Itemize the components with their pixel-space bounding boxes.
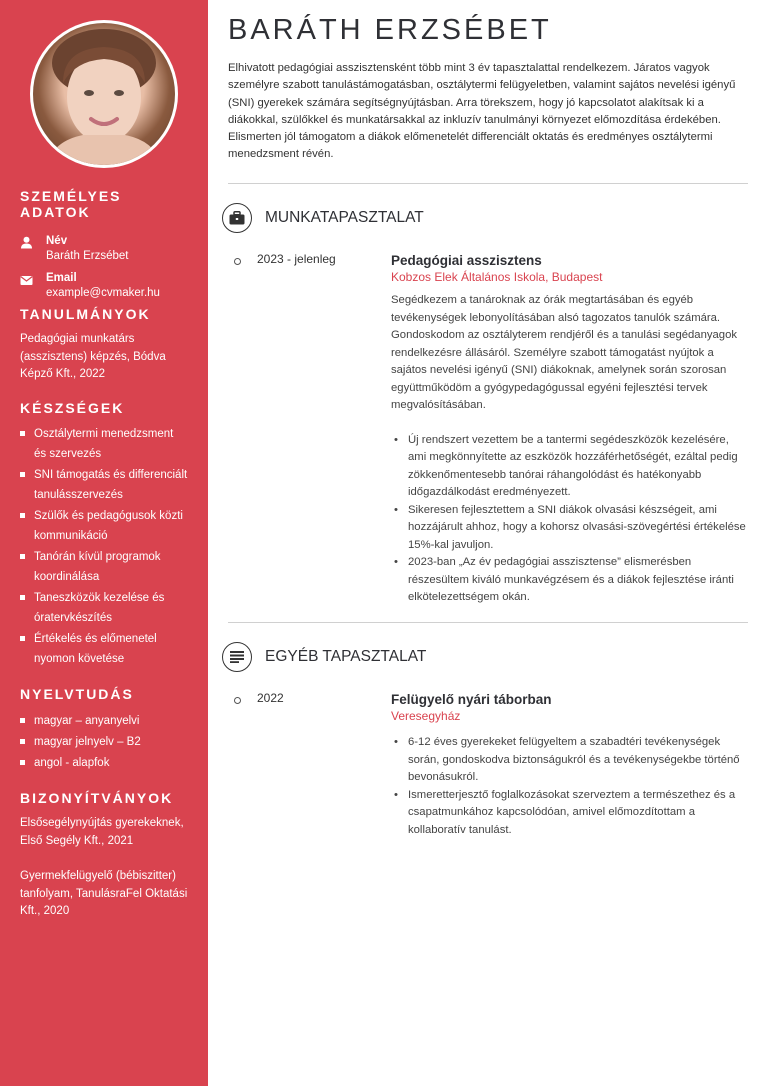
avatar <box>33 23 175 165</box>
profile-summary: Elhivatott pedagógiai asszisztensként több mint 3 év tapasztalattal rendelkezem. Járatos vagyok személyre szabott tanulástámogatásban, osztálytermi felügyeletben, valamint sajátos nevelési igényű (SNI) gyerekek számára segítségnyújtásban. Arra törekszem, hogy jó kapcsolatot alakítsak ki a diákokkal, szülőkkel és munkatársakkal az inkluzív tanulmányi környezet előmozdítása érdekében. Elismerten jól támogatom a diákok előmenetelét differenciált oktatás és eredményes osztálytermi menedzsment révén. <box>228 62 736 161</box>
work-achievements <box>391 432 748 607</box>
page-title: BARÁTH ERZSÉBET <box>228 14 552 46</box>
work-description: Segédkezem a tanároknak az órák megtartásában és egyéb tevékenységek lebonyolításában alsó tagozatos tanulók számára. Gondoskodom az osztályterem rendjéről és a tanulási segédanyagok rendelkezésre állásáról. Személyre szabott támogatást nyújtok a sajátos nevelési igényű (SNI) diákoknak, amelynek során szorosan együttműködöm a gyógypedagógussal egyéni fejlesztési tervek megvalósításában. <box>391 294 738 411</box>
work-organization: Kobzos Elek Általános Iskola, Budapest <box>391 270 603 284</box>
envelope-icon <box>20 271 46 301</box>
skill-item: Szülők és pedagógusok közti kommunikáció <box>20 506 188 546</box>
languages-section <box>20 686 188 774</box>
email-value[interactable]: example@cvmaker.hu <box>46 287 160 299</box>
work-date: 2023 - jelenleg <box>257 252 336 266</box>
skills-list <box>20 424 188 669</box>
other-organization: Veresegyház <box>391 709 461 723</box>
skill-item: Taneszközök kezelése és óratervkészítés <box>20 588 188 628</box>
achievement-item: • Ismeretterjesztő foglalkozásokat szerveztem a természethez és a csapatmunkához kapcsolódóan, amivel előmozdítottam a kollaboratív tanulást. <box>391 787 748 840</box>
skill-item: Tanórán kívül programok koordinálása <box>20 547 188 587</box>
language-item: angol - alapfok <box>20 753 188 773</box>
work-entry-body <box>391 252 748 607</box>
achievement-item: • Sikeresen fejlesztettem a SNI diákok olvasási készségeit, ami hozzájárult ahhoz, hogy a kohorsz olvasási-szövegértési értékelése 15%-kal javuljon. <box>391 502 748 555</box>
other-section-title: EGYÉB TAPASZTALAT <box>265 648 427 665</box>
timeline-dot <box>234 697 241 704</box>
divider <box>228 622 748 623</box>
achievement-item: • 6-12 éves gyerekeket felügyeltem a szabadtéri tevékenységek során, gondoskodva biztonságukról és a tevékenységekbe történő bevonásukról. <box>391 734 748 787</box>
email-row <box>20 271 188 301</box>
work-section-title: MUNKATAPASZTALAT <box>265 209 424 226</box>
other-achievements <box>391 734 748 839</box>
document-lines-icon <box>222 642 252 672</box>
personal-details <box>20 188 188 301</box>
education-section <box>20 306 188 384</box>
name-value: Baráth Erzsébet <box>46 250 129 262</box>
skills-title: KÉSZSÉGEK <box>20 400 125 416</box>
timeline-dot <box>234 258 241 265</box>
certificates-section <box>20 790 188 921</box>
sidebar <box>0 0 208 1086</box>
email-label: Email <box>46 272 77 284</box>
divider <box>228 183 748 184</box>
language-item: magyar – anyanyelvi <box>20 711 188 731</box>
other-date: 2022 <box>257 691 284 705</box>
work-job-title: Pedagógiai asszisztens <box>391 253 542 268</box>
other-section-header <box>222 642 426 672</box>
certificate-item: Elsősegélynyújtás gyerekeknek, Első Segély Kft., 2021 <box>20 817 184 847</box>
profile-photo <box>30 20 178 168</box>
name-label: Név <box>46 235 68 247</box>
education-text: Pedagógiai munkatárs (asszisztens) képzés, Bódva Képző Kft., 2022 <box>20 333 166 380</box>
education-title: TANULMÁNYOK <box>20 306 151 322</box>
certificate-item: Gyermekfelügyelő (bébiszitter) tanfolyam, TanulásraFel Oktatási Kft., 2020 <box>20 870 188 917</box>
skills-section <box>20 400 188 670</box>
languages-list <box>20 711 188 773</box>
languages-title: NYELVTUDÁS <box>20 686 134 702</box>
user-icon <box>20 234 46 264</box>
skill-item: Értékelés és előmenetel nyomon követése <box>20 629 188 669</box>
language-item: magyar jelnyelv – B2 <box>20 732 188 752</box>
achievement-item: • 2023-ban „Az év pedagógiai asszisztense” elismerésben részesültem kiváló munkavégzésem és a diákok fejlesztése iránti elkötelezettségem okán. <box>391 554 748 607</box>
skill-item: Osztálytermi menedzsment és szervezés <box>20 424 188 464</box>
achievement-item: • Új rendszert vezettem be a tantermi segédeszközök kezelésére, ami megkönnyítette az eszközök hozzáférhetőségét, ezáltal pedig zökkenőmentesebb tanórai ráhangolódást és hatékonyabb időgazdálkodást eredményezett. <box>391 432 748 502</box>
name-row <box>20 234 188 264</box>
other-entry-body <box>391 691 748 839</box>
personal-details-title: SZEMÉLYES ADATOK <box>20 188 122 220</box>
certificates-title: BIZONYÍTVÁNYOK <box>20 790 174 806</box>
briefcase-icon <box>222 203 252 233</box>
other-job-title: Felügyelő nyári táborban <box>391 692 552 707</box>
skill-item: SNI támogatás és differenciált tanulásszervezés <box>20 465 188 505</box>
work-section-header <box>222 203 424 233</box>
